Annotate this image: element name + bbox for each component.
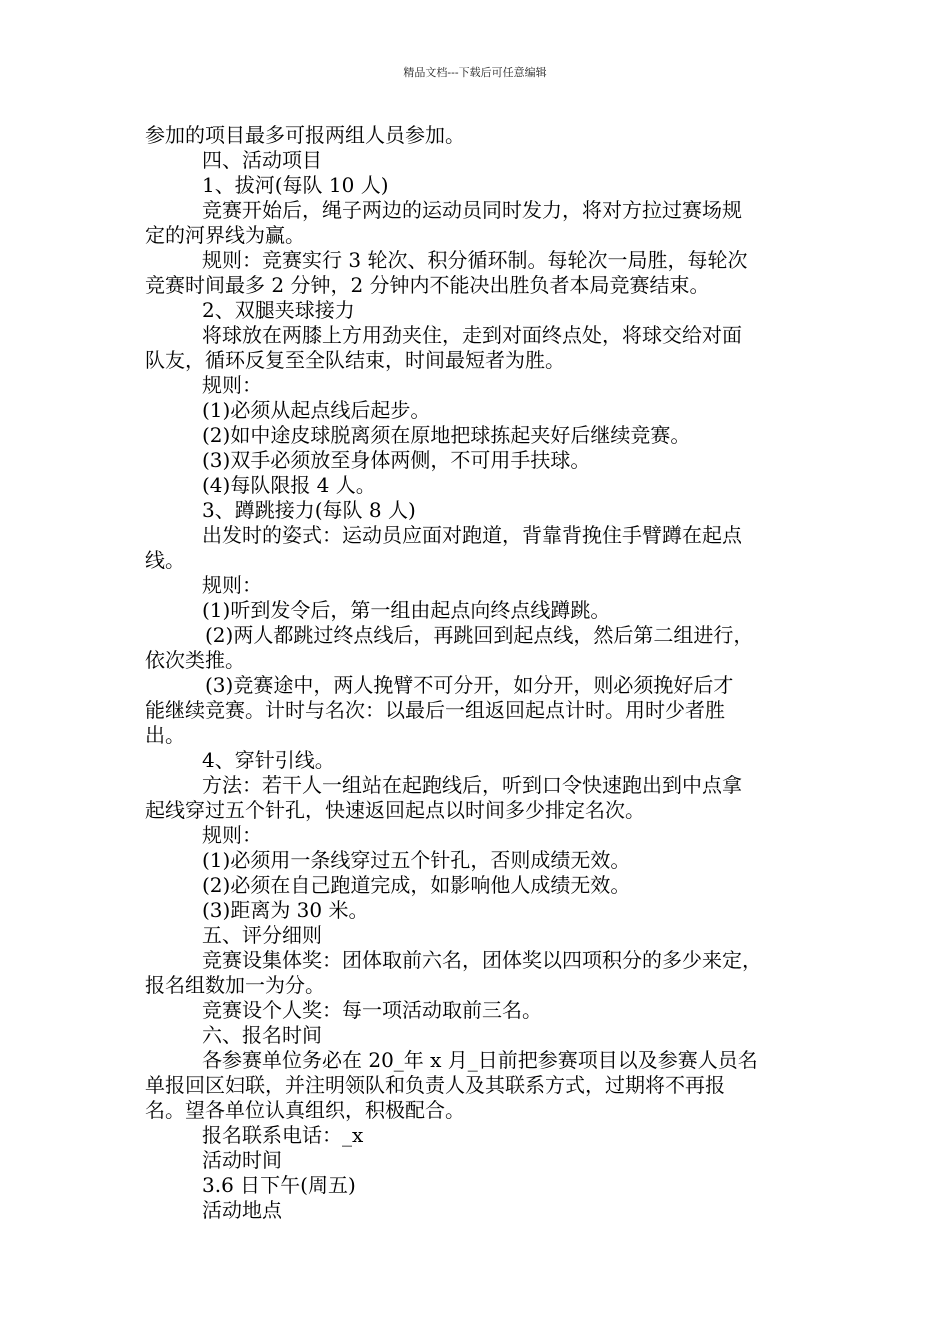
paragraph-line: 定的河界线为赢。 [145, 223, 305, 247]
paragraph-line: (2)两人都跳过终点线后，再跳回到起点线，然后第二组进行， [205, 623, 754, 647]
paragraph-line: 4、穿针引线。 [202, 748, 335, 772]
paragraph-line: (1)必须从起点线后起步。 [202, 398, 431, 422]
paragraph-line: 各参赛单位务必在 20_年 x 月_日前把参赛项目以及参赛人员名 [202, 1048, 758, 1072]
paragraph-line: 竞赛设个人奖：每一项活动取前三名。 [202, 998, 542, 1022]
paragraph-line: (1)听到发令后，第一组由起点向终点线蹲跳。 [202, 598, 611, 622]
paragraph-line: (3)距离为 30 米。 [202, 898, 369, 922]
paragraph-line: (4)每队限报 4 人。 [202, 473, 376, 497]
paragraph-line: 单报回区妇联，并注明领队和负责人及其联系方式，过期将不再报 [145, 1073, 725, 1097]
paragraph-line: 方法：若干人一组站在起跑线后，听到口令快速跑出到中点拿 [202, 773, 742, 797]
paragraph-line: 规则：竞赛实行 3 轮次、积分循环制。每轮次一局胜，每轮次 [202, 248, 748, 272]
paragraph-line: 出。 [145, 723, 185, 747]
paragraph-line: 竞赛设集体奖：团体取前六名，团体奖以四项积分的多少来定， [202, 948, 762, 972]
paragraph-line: (2)如中途皮球脱离须在原地把球拣起夹好后继续竞赛。 [202, 423, 691, 447]
paragraph-line: 出发时的姿式：运动员应面对跑道，背靠背挽住手臂蹲在起点 [202, 523, 742, 547]
paragraph-line: 2、双腿夹球接力 [202, 298, 355, 322]
paragraph-line: 3、蹲跳接力(每队 8 人) [202, 498, 416, 522]
paragraph-line: 将球放在两膝上方用劲夹住，走到对面终点处，将球交给对面 [202, 323, 742, 347]
paragraph-line: 六、报名时间 [202, 1023, 322, 1047]
paragraph-line: 队友，循环反复至全队结束，时间最短者为胜。 [145, 348, 565, 372]
document-body [145, 123, 810, 1223]
paragraph-line: 规则： [202, 573, 262, 597]
paragraph-line: 报名联系电话：_x [202, 1123, 364, 1147]
paragraph-line: 1、拔河(每队 10 人) [202, 173, 389, 197]
paragraph-line: 起线穿过五个针孔，快速返回起点以时间多少排定名次。 [145, 798, 645, 822]
page-header: 精品文档---下载后可任意编辑 [403, 66, 547, 79]
paragraph-line: 活动时间 [202, 1148, 282, 1172]
paragraph-line: 规则： [202, 823, 262, 847]
paragraph-line: 3.6 日下午(周五) [202, 1173, 356, 1197]
paragraph-line: (1)必须用一条线穿过五个针孔，否则成绩无效。 [202, 848, 631, 872]
paragraph-line: (2)必须在自己跑道完成，如影响他人成绩无效。 [202, 873, 631, 897]
paragraph-line: 四、活动项目 [202, 148, 322, 172]
paragraph-line: 规则： [202, 373, 262, 397]
paragraph-line: 五、评分细则 [202, 923, 322, 947]
paragraph-line: (3)竞赛途中，两人挽臂不可分开，如分开，则必须挽好后才 [205, 673, 734, 697]
paragraph-line: 竞赛时间最多 2 分钟，2 分钟内不能决出胜负者本局竞赛结束。 [145, 273, 710, 297]
paragraph-line: 能继续竞赛。计时与名次：以最后一组返回起点计时。用时少者胜 [145, 698, 725, 722]
paragraph-line: (3)双手必须放至身体两侧，不可用手扶球。 [202, 448, 591, 472]
paragraph-line: 参加的项目最多可报两组人员参加。 [145, 123, 465, 147]
paragraph-line: 活动地点 [202, 1198, 282, 1222]
paragraph-line: 依次类推。 [145, 648, 245, 672]
paragraph-line: 竞赛开始后，绳子两边的运动员同时发力，将对方拉过赛场规 [202, 198, 742, 222]
paragraph-line: 名。望各单位认真组织，积极配合。 [145, 1098, 465, 1122]
paragraph-line: 线。 [145, 548, 185, 572]
paragraph-line: 报名组数加一为分。 [145, 973, 325, 997]
